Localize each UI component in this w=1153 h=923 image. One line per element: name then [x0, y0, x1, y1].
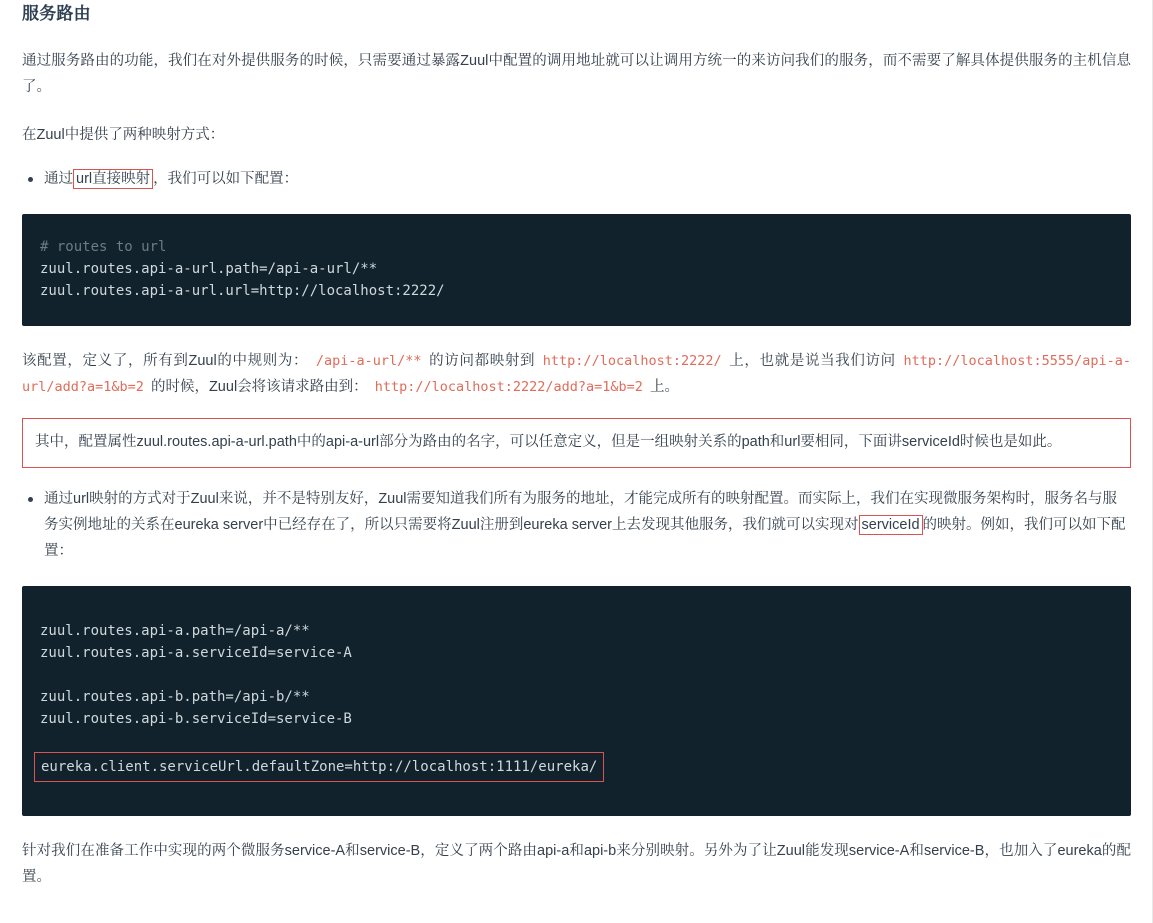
code-line: zuul.routes.api-a-url.path=/api-a-url/**	[40, 261, 378, 277]
paragraph-route-explanation	[22, 348, 1131, 400]
code-block-url-routes	[22, 214, 1131, 326]
bullet-1-text-post: ，我们可以如下配置：	[153, 171, 299, 187]
paragraph-intro: 通过服务路由的功能，我们在对外提供服务的时候，只需要通过暴露Zuul中配置的调用地址就可以让调用方统一的来访问我们的服务，而不需要了解具体提供服务的主机信息了。	[22, 53, 1131, 95]
code-line: zuul.routes.api-a-url.url=http://localhost:2222/	[40, 283, 445, 299]
mapping-list-second	[22, 486, 1131, 564]
text-segment: 该配置，定义了，所有到Zuul的中规则为：	[22, 353, 309, 369]
list-item	[44, 486, 1131, 564]
code-block-serviceid-routes	[22, 586, 1131, 816]
bullet-1-highlight: url直接映射	[73, 169, 153, 189]
paragraph-mapping-types: 在Zuul中提供了两种映射方式：	[22, 127, 225, 143]
bullet-1-text-pre: 通过	[44, 171, 73, 187]
code-line: zuul.routes.api-a.path=/api-a/**	[40, 623, 310, 639]
mapping-list-first	[22, 166, 1131, 192]
inline-code-target-url: http://localhost:2222/	[542, 353, 722, 369]
page-title: 服务路由	[22, 4, 91, 23]
code-line-highlighted-eureka: eureka.client.serviceUrl.defaultZone=http://localhost:1111/eureka/	[34, 752, 604, 782]
code-line: zuul.routes.api-b.serviceId=service-B	[40, 711, 352, 727]
text-segment: 的时候，Zuul会将该请求路由到：	[150, 379, 368, 395]
inline-code-path: /api-a-url/**	[315, 353, 422, 369]
inline-code-request-url: http://localhost:5555/api-a-url/add?a=1&b=2	[22, 353, 1132, 395]
bullet-2-text-pre: 通过url映射的方式对于Zuul来说，并不是特别友好，Zuul需要知道我们所有为服务的地址，才能完成所有的映射配置。而实际上，我们在实现微服务架构时，服务名与服务实例地址的关系在eureka server中已经存在了，所以只需要将Zuul注册到eureka server上去发现其他服务，我们就可以实现对	[44, 491, 1118, 533]
code-line: zuul.routes.api-b.path=/api-b/**	[40, 689, 310, 705]
code-comment-line: # routes to url	[40, 239, 167, 255]
text-segment: 的访问都映射到	[429, 353, 536, 369]
bullet-2-text-post: 的映射。例如，我们可以如下配置：	[44, 517, 1126, 559]
bullet-2-highlight: serviceId	[859, 515, 923, 535]
list-item	[44, 166, 1131, 192]
code-line: zuul.routes.api-a.serviceId=service-A	[40, 645, 352, 661]
text-segment: 上。	[649, 379, 679, 395]
text-segment: 上，也就是说当我们访问	[729, 353, 896, 369]
note-box-path-naming: 其中，配置属性zuul.routes.api-a-url.path中的api-a-url部分为路由的名字，可以任意定义，但是一组映射关系的path和url要相同，下面讲serviceId时候也是如此。	[22, 418, 1131, 468]
inline-code-routed-url: http://localhost:2222/add?a=1&b=2	[374, 379, 643, 395]
paragraph-summary: 针对我们在准备工作中实现的两个微服务service-A和service-B，定义了两个路由api-a和api-b来分别映射。另外为了让Zuul能发现service-A和service-B，也加入了eureka的配置。	[22, 843, 1131, 885]
